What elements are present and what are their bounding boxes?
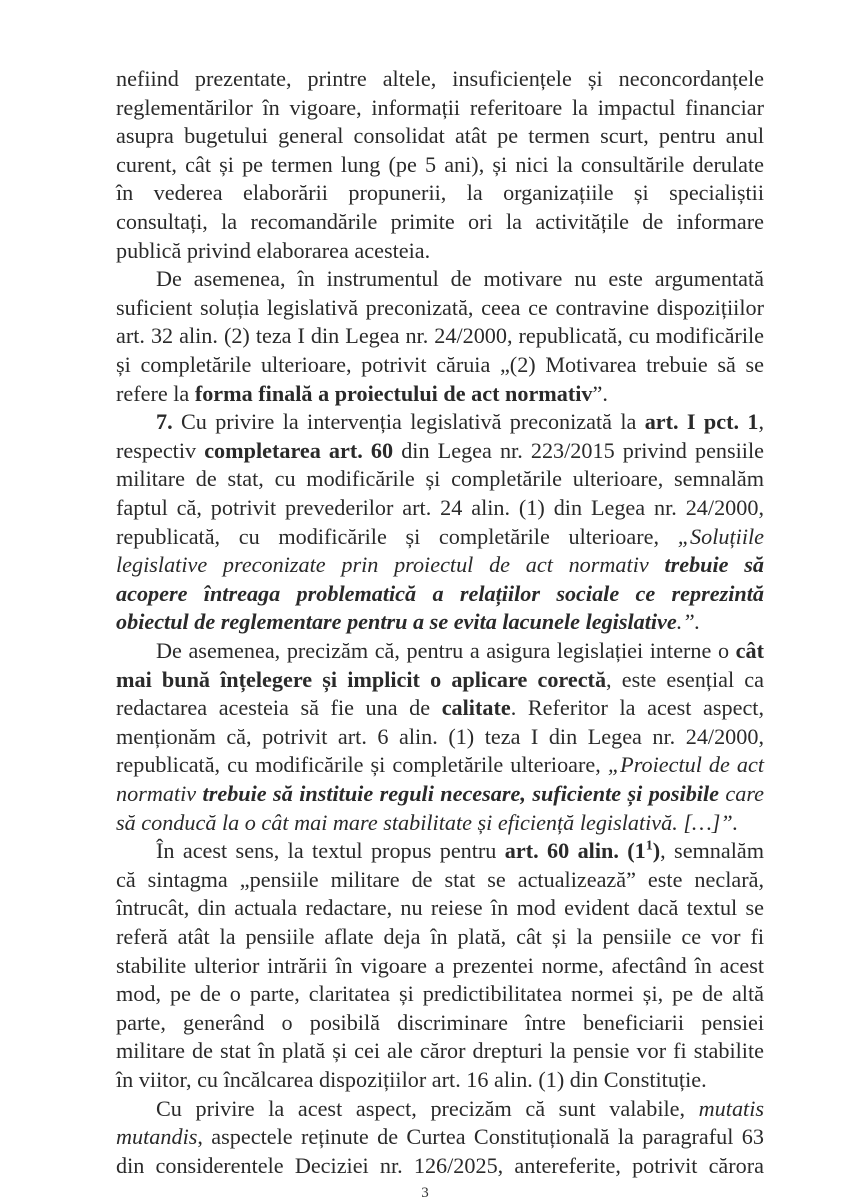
text-line: respectiv completarea art. 60 din Legea nr. 223/2015 privind pensiile	[116, 437, 764, 463]
text-line: faptul că, potrivit prevederilor art. 24 alin. (1) din Legea nr. 24/2000,	[116, 495, 764, 520]
text-line: consultați, la recomandările primite ori la activitățile de informare	[116, 209, 764, 234]
paragraph-start-line: În acest sens, la textul propus pentru art. 60 alin. $(1^1)$, semnalăm	[156, 838, 765, 864]
paragraph-start-line: De asemenea, precizăm că, pentru a asigura legislației interne o cât	[156, 638, 764, 663]
text-line: obiectul de reglementare pentru a se evita lacunele legislative.”.	[116, 609, 701, 635]
bold-phrase: forma finală a proiectului de act normativ	[194, 380, 593, 406]
text-line: mutandis, aspectele reținute de Curtea Constituțională la paragraful 63	[116, 1124, 764, 1150]
quoted-text: normativ	[116, 781, 203, 806]
paragraph-start-line: 7. Cu privire la intervenția legislativă preconizată la art. I pct. 1,	[156, 409, 764, 435]
quoted-text: „Proiectul de act	[607, 752, 764, 778]
quoted-text: „Soluțiile	[677, 523, 764, 549]
quoted-text: legislative preconizate prin proiectul de act normativ	[116, 552, 665, 578]
text-line: întrucât, din actuala redactare, nu reiese în mod evident dacă textul se	[116, 895, 764, 921]
bold-quoted-text: acopere întreaga problematică a relațiilor sociale ce reprezintă	[116, 580, 764, 606]
text-line: mai bună înțelegere și implicit o aplicare corectă, este esențial ca	[116, 666, 764, 692]
bold-phrase: art. I pct. 1	[644, 409, 759, 435]
text-line: suficient soluția legislativă preconizată, ceea ce contravine dispozițiilor	[116, 294, 764, 320]
bold-phrase: completarea art. 60	[204, 437, 394, 463]
text-line: stabilite ulterior intrării în vigoare a prezentei norme, afectând în acest	[116, 952, 764, 978]
text-line: din considerentele Deciziei nr. 126/2025, antereferite, potrivit cărora	[116, 1152, 764, 1178]
text-line	[116, 810, 764, 836]
bold-phrase: art. 60 alin. $(1^1)$	[504, 838, 661, 864]
text-line: curent, cât și pe termen lung (pe 5 ani), și nici la consultările derulate	[116, 151, 764, 177]
superscript: 1	[645, 838, 653, 854]
bold-phrase: mai bună înțelegere și implicit o aplicare corectă	[116, 666, 607, 692]
text-line: republicată, cu modificările și completările ulterioare, „Soluțiile	[116, 523, 764, 549]
bold-quoted-text: obiectul de reglementare pentru a se evita lacunele legislative	[116, 609, 677, 635]
text-line: redactarea acesteia să fie una de calitate. Referitor la acest aspect,	[116, 695, 765, 721]
text-line: normativ trebuie să instituie reguli necesare, suficiente și posibile care	[116, 781, 765, 806]
text-line	[116, 552, 764, 578]
bold-quoted-text: trebuie să	[664, 552, 764, 578]
text-line: în viitor, cu încălcarea dispozițiilor art. 16 alin. (1) din Constituție.	[116, 1067, 707, 1092]
text-line: și completările ulterioare, potrivit căruia „(2) Motivarea trebuie să se	[116, 352, 764, 377]
text-line: nefiind prezentate, printre altele, insuficiențele și neconcordanțele	[116, 66, 764, 91]
text-line: republicată, cu modificările și completările ulterioare, „Proiectul de act	[116, 752, 764, 778]
latin-phrase: mutandis	[116, 1124, 198, 1150]
text-line: că sintagma „pensiile militare de stat se actualizează” este neclară,	[116, 866, 764, 892]
bold-phrase: calitate	[441, 695, 511, 721]
text-line: asupra bugetului general consolidat atât pe termen scurt, pentru anul	[116, 123, 764, 149]
text-line: în vederea elaborării propunerii, la organizațiile și specialiștii	[116, 180, 764, 206]
text-line: art. 32 alin. (2) teza I din Legea nr. 24/2000, republicată, cu modificările	[116, 323, 764, 349]
paragraph-start-line: Cu privire la acest aspect, precizăm că sunt valabile, mutatis	[156, 1095, 764, 1121]
text-line: militare de stat, cu modificările și completările ulterioare, semnalăm	[116, 466, 764, 492]
text-line	[116, 581, 764, 607]
paragraph-start-line: De asemenea, în instrumentul de motivare nu este argumentată	[156, 266, 764, 292]
text-line: parte, generând o posibilă discriminare între beneficiarii pensiei	[116, 1009, 764, 1035]
page-number: 3	[421, 1185, 429, 1202]
text-line: referă atât la pensiile aflate deja în plată, cât și la pensiile ce vor fi	[116, 924, 764, 949]
text-line: mod, pe de o parte, claritatea și predictibilitatea normei și, pe de altă	[116, 981, 764, 1007]
text-line: publică privind elaborarea acesteia.	[116, 237, 431, 263]
quoted-text: să conducă la o cât mai mare stabilitate și eficiență legislativă. […]”.	[116, 809, 739, 835]
text-line: menționăm că, potrivit art. 6 alin. (1) teza I din Legea nr. 24/2000,	[116, 723, 764, 749]
text-line: refere la forma finală a proiectului de act normativ”.	[116, 380, 608, 406]
bold-phrase: cât	[735, 638, 764, 663]
text-line: reglementărilor în vigoare, informații referitoare la impactul financiar	[116, 94, 764, 120]
text-line: militare de stat în plată și cei ale căror drepturi la pensie vor fi stabilite	[116, 1038, 764, 1064]
bold-quoted-text: trebuie să instituie reguli necesare, suficiente și posibile	[202, 781, 719, 806]
latin-phrase: mutatis	[698, 1095, 764, 1121]
point-number: 7.	[156, 409, 173, 435]
